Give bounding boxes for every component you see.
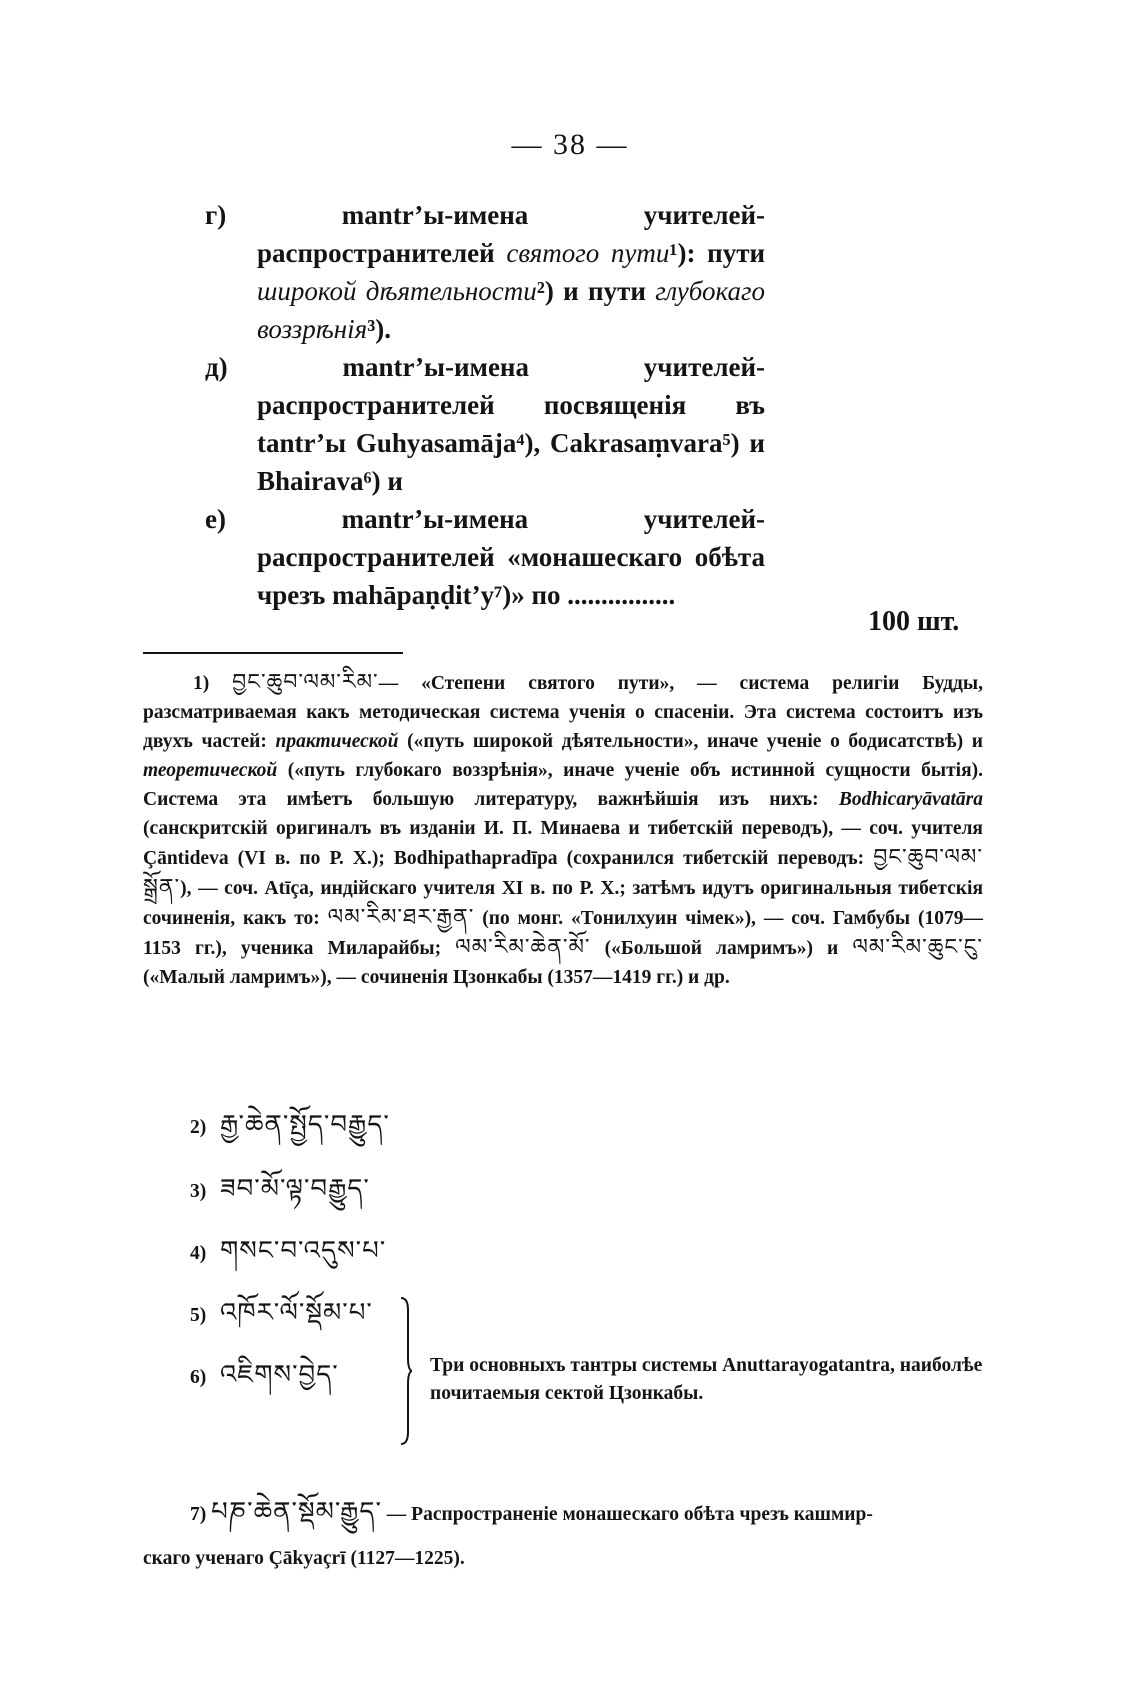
footnote-text: — Распространеніе монашескаго обѣта чрезъ кашмир- — [381, 1504, 873, 1525]
tibetan-term: ལམ་རིམ་ཆེན་མོ་ — [455, 935, 591, 960]
footnote-number: 5) — [190, 1305, 207, 1326]
curly-brace-icon — [400, 1296, 412, 1446]
footnote-number: 6) — [190, 1367, 207, 1388]
tibetan-term: པཎ་ཆེན་སྡོམ་རྒྱུད་ — [211, 1497, 382, 1527]
footnote-italic: теоретической — [143, 760, 278, 781]
tibetan-term: འཁོར་ལོ་སྡོམ་པ་ — [220, 1298, 373, 1328]
tibetan-term: གསང་བ་འདུས་པ་ — [220, 1236, 387, 1266]
tibetan-term: འཇིགས་བྱེད་ — [220, 1360, 339, 1390]
item-italic: святого пути — [506, 238, 670, 268]
footnote-6 — [190, 1346, 339, 1419]
item-text: ³). — [367, 314, 392, 344]
item-text: ²) и пути — [536, 276, 656, 306]
item-text: mantr’ы-имена учителей-распространителей — [257, 200, 765, 268]
footnote-1 — [143, 668, 983, 992]
footnote-italic: практической — [275, 731, 399, 752]
footnote-text: (по монг. «Тонилхуин чімек»), — соч. Гамбубы (1079—1153 гг.), ученика Миларайбы; — [143, 908, 983, 959]
footnote-7 — [143, 1490, 983, 1581]
leader-dots: ................ — [567, 580, 676, 610]
tibetan-term: བྱང་ཆུབ་ལམ་རིམ་ — [232, 670, 379, 695]
item-count: 100 шт. — [868, 606, 960, 637]
footnote-number: 7) — [190, 1504, 207, 1525]
main-text — [205, 196, 765, 614]
footnote-text: («путь широкой дѣятельности», иначе ученіе о бодисатствѣ) и — [398, 731, 983, 752]
footnote-text: — «Степени святого пути», — система религіи Будды, разсматриваемая какъ методическая система ученія о спасеніи. Эта система состоитъ изъ двухъ частей: — [143, 673, 983, 752]
footnote-text: ), — соч. Atīça, индійскаго учителя XI в. по Р. Х.; затѣмъ идутъ оригинальныя тибетскія сочиненія, какъ то: — [143, 878, 983, 929]
footnote-text: («Большой ламримъ») и — [590, 938, 853, 959]
item-italic: глубокаго воззрѣнія — [257, 276, 765, 344]
item-marker: д) — [205, 352, 228, 382]
footnote-text: («Малый ламримъ»), — сочиненія Цзонкабы (1357—1419 гг.) и др. — [143, 967, 730, 988]
list-item-d — [205, 348, 765, 500]
tantra-group-note: Три основныхъ тантры системы Anuttarayogatantra, наиболѣе почитаемыя сектой Цзонкабы. — [430, 1355, 983, 1404]
list-item-e — [205, 500, 765, 614]
footnote-text: («путь глубокаго воззрѣнія», иначе ученіе объ истинной сущности бытія). Система эта имѣетъ большую литературу, важнѣйшія изъ нихъ: — [143, 760, 983, 810]
item-text: ¹): пути — [669, 238, 766, 268]
item-text: mantr’ы-имена учителей-распространителей посвященія въ tantr’ы Guhyasamāja⁴), Cakrasaṃvara⁵) и Bhairava⁶) и — [257, 352, 766, 496]
list-item-g — [205, 196, 765, 348]
footnote-number: 4) — [190, 1243, 207, 1264]
footnote-italic: Bodhicaryāvatāra — [838, 789, 983, 810]
footnote-text: скаго ученаго Çākyaçrī (1127—1225). — [143, 1548, 465, 1569]
footnote-text: (санскритскій оригиналъ въ изданіи И. П. Минаева и тибетскій переводъ), — соч. учителя Çāntideva (VI в. по Р. Х.); Bodhipathapradīpa (сохранился тибетскій переводъ: — [143, 818, 983, 869]
item-marker: г) — [205, 200, 227, 230]
tibetan-term: ལམ་རིམ་ཆུང་ངུ་ — [852, 935, 984, 960]
tibetan-term: རྒྱ་ཆེན་སྤྱོད་བརྒྱུད་ — [220, 1110, 390, 1140]
tibetan-term: ཟབ་མོ་ལྟ་བརྒྱུད་ — [220, 1174, 370, 1204]
footnote-2 — [190, 1096, 390, 1169]
footnote-number: 2) — [190, 1117, 207, 1138]
item-marker: е) — [205, 504, 226, 534]
footnote-number: 1) — [193, 673, 210, 694]
tibetan-term: ལམ་རིམ་ཐར་རྒྱན་ — [327, 905, 475, 930]
page-number: — 38 — — [511, 128, 629, 161]
tibetan-term: བྱང་ཆུབ་ལམ་སྒྲོན་ — [143, 845, 983, 900]
item-text: mantr’ы-имена учителей-распространителей «монашескаго обѣта чрезъ mahāpaṇḍit’у⁷)» по — [257, 504, 765, 610]
footnote-divider — [143, 652, 403, 654]
footnote-number: 3) — [190, 1181, 207, 1202]
item-italic: широкой дѣятельности — [257, 276, 537, 306]
